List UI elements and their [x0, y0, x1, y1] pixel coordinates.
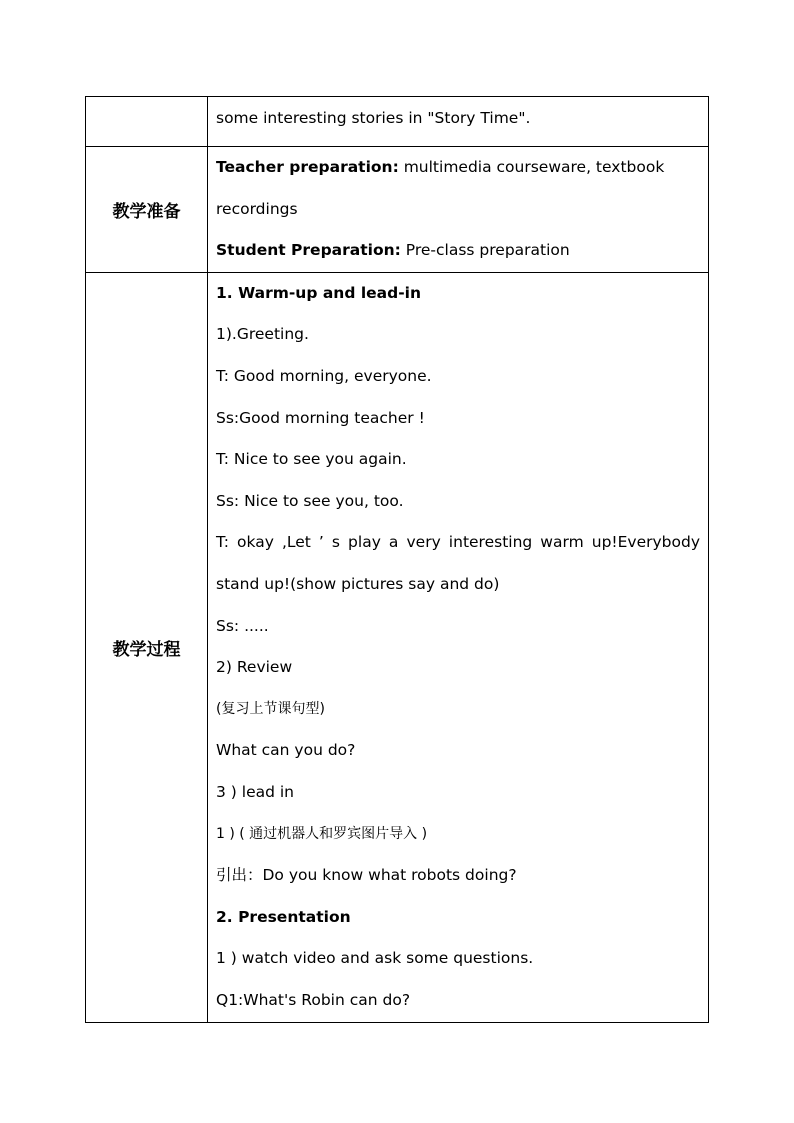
- content-line: 1).Greeting.: [216, 325, 309, 344]
- content-line: 引出：Do you know what robots doing?: [216, 866, 517, 885]
- teaching-process-content: [208, 272, 709, 1022]
- content-line: T: Good morning, everyone.: [216, 366, 432, 385]
- content-line: 1 ) watch video and ask some questions.: [216, 949, 534, 968]
- table-row: [86, 147, 709, 273]
- content-line: some interesting stories in "Story Time".: [216, 109, 531, 127]
- lesson-plan-table: [85, 96, 709, 1023]
- content-line: 1 ) ( 通过机器人和罗宾图片导入 ): [216, 825, 428, 842]
- table-row: [86, 97, 709, 147]
- content-line: stand up!(show pictures say and do): [216, 574, 500, 593]
- teaching-preparation-label: 教学准备: [86, 147, 208, 273]
- section-heading-presentation: 2. Presentation: [216, 907, 351, 926]
- content-line: Ss: .....: [216, 616, 269, 635]
- content-line: 3 ) lead in: [216, 782, 294, 801]
- teacher-preparation-label: Teacher preparation:: [216, 158, 399, 176]
- section-heading-warmup: 1. Warm-up and lead-in: [216, 283, 421, 302]
- student-preparation-text: Pre-class preparation: [400, 241, 570, 260]
- content-line: Ss:Good morning teacher !: [216, 408, 425, 427]
- table-row: [86, 272, 709, 1022]
- teaching-process-label: 教学过程: [86, 272, 208, 1022]
- teacher-preparation-line: [216, 147, 700, 189]
- row-label-cell: [86, 97, 208, 147]
- content-line: 2) Review: [216, 658, 293, 677]
- content-line: (复习上节课句型): [216, 700, 325, 717]
- teacher-preparation-text: multimedia courseware, textbook: [398, 158, 665, 176]
- student-preparation-line: [216, 230, 700, 272]
- content-line: What can you do?: [216, 741, 356, 760]
- student-preparation-label: Student Preparation:: [216, 241, 401, 260]
- content-line: T: Nice to see you again.: [216, 450, 407, 469]
- content-line: T: okay ,Let ’ s play a very interesting warm up!Everybody: [216, 533, 700, 552]
- row-content-cell: [208, 97, 709, 147]
- teacher-preparation-line-cont: recordings: [216, 199, 298, 218]
- content-line: Q1:What's Robin can do?: [216, 990, 411, 1009]
- content-line: Ss: Nice to see you, too.: [216, 491, 404, 510]
- teaching-preparation-content: [208, 147, 709, 273]
